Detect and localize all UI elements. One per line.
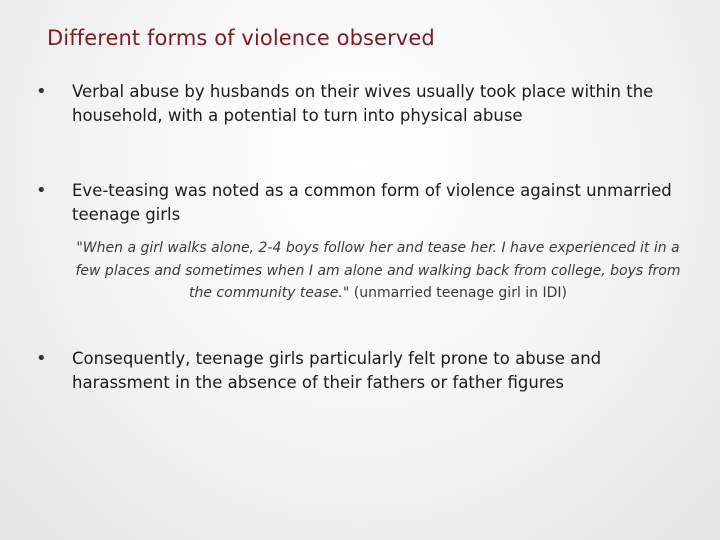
bullet-item bbox=[36, 80, 676, 128]
quote-attribution: (unmarried teenage girl in IDI) bbox=[349, 285, 567, 301]
bullet-item bbox=[36, 347, 676, 395]
bullet-item bbox=[36, 179, 676, 227]
bullet-text: Verbal abuse by husbands on their wives usually took place within the household, with a potential to turn into physical abuse bbox=[72, 82, 654, 125]
bullet-text: Consequently, teenage girls particularly felt prone to abuse and harassment in the absence of their fathers or father figures bbox=[72, 349, 602, 392]
bullet-marker: • bbox=[36, 348, 47, 369]
participant-quote bbox=[74, 237, 682, 305]
bullet-marker: • bbox=[36, 180, 47, 201]
quote-text: "When a girl walks alone, 2-4 boys follow her and tease her. I have experienced it in a few places and sometimes when I am alone and walking back from college, boys from the community tease." bbox=[75, 240, 681, 301]
slide-title: Different forms of violence observed bbox=[47, 26, 435, 50]
bullet-marker: • bbox=[36, 81, 47, 102]
bullet-text: Eve-teasing was noted as a common form of violence against unmarried teenage girls bbox=[72, 181, 672, 224]
